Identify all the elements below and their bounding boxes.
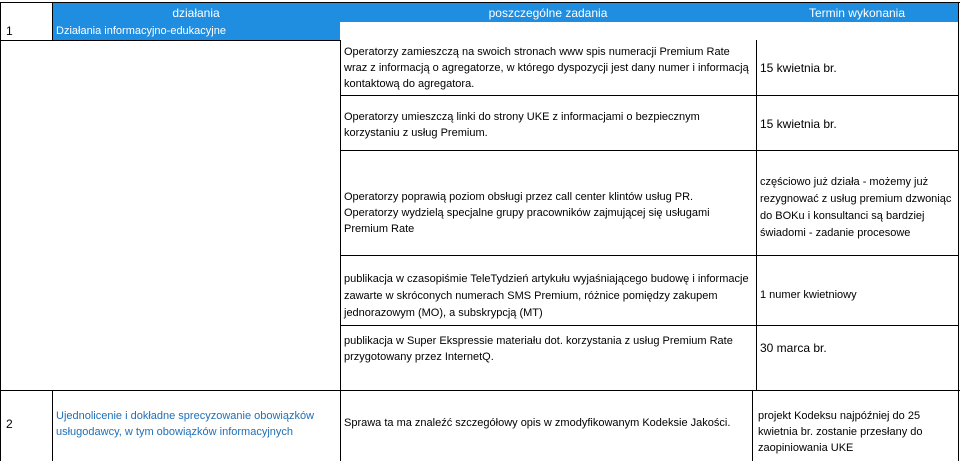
deadline-row-3: częściowo już działa - możemy już rezygnować z usług premium dzwoniąc do BOKu i konsultanci są bardziej świadomi - zadanie procesowe [760, 176, 952, 239]
section1-number: 1 [6, 24, 13, 38]
divider-section2-col3 [752, 390, 753, 461]
task-row-1: Operatorzy zamieszczą na swoich stronach www spis numeracji Premium Rate wraz z informacją o agregatorze, w którego dyspozycji jest dany numer i informacją kontaktową do agregatora. [344, 46, 749, 90]
task-row-5: publikacja w Super Ekspressie materiału dot. korzystania z usług Premium Rate przygotowany przez InternetQ. [344, 335, 733, 363]
section2-deadline: projekt Kodeksu najpóźniej do 25 kwietnia br. zostanie przesłany do zaopiniowania UKE [758, 410, 923, 454]
deadline-row-4: 1 numer kwietniowy [760, 289, 857, 301]
border-left [0, 2, 1, 461]
section1-title: Działania informacyjno-edukacyjne [56, 25, 226, 37]
divider-section2-col2 [340, 390, 341, 461]
deadline-row-2: 15 kwietnia br. [760, 117, 837, 131]
border-right [958, 2, 959, 461]
deadline-row-1: 15 kwietnia br. [760, 61, 837, 75]
divider-number-col [52, 2, 53, 40]
divider-row-1 [340, 95, 958, 96]
deadline-row-5: 30 marca br. [760, 341, 827, 355]
section2-number: 2 [6, 417, 13, 431]
divider-section2-top [0, 390, 960, 391]
divider-col2 [340, 40, 341, 390]
divider-row-2 [340, 150, 958, 151]
header-col-zadania: poszczególne zadania [488, 6, 608, 20]
divider-section1-bottom [0, 40, 340, 41]
section2-title: Ujednolicenie i dokładne sprecyzowanie obowiązków usługodawcy, w tym obowiązków informacyjnych [56, 410, 315, 438]
divider-section2-number [52, 390, 53, 461]
header-col-termin: Termin wykonania [808, 6, 906, 20]
border-top [0, 2, 960, 3]
divider-row-4 [340, 325, 958, 326]
section2-task: Sprawa ta ma znaleźć szczegółowy opis w zmodyfikowanym Kodeksie Jakości. [344, 417, 731, 429]
header-col-dzialania: działania [172, 6, 220, 20]
divider-row-3 [340, 255, 958, 256]
divider-col3 [756, 40, 757, 390]
task-row-2: Operatorzy umieszczą linki do strony UKE z informacjami o bezpiecznym korzystaniu z usług Premium. [344, 111, 700, 139]
task-row-4: publikacja w czasopiśmie TeleTydzień artykułu wyjaśniającego budowę i informacje zawarte w skróconych numerach SMS Premium, różnice pomiędzy zakupem jednorazowym (MO), a subskrypcją (MT) [344, 273, 749, 319]
task-row-3: Operatorzy poprawią poziom obsługi przez call center klintów usług PR. Operatorzy wydzielą specjalne grupy pracowników zajmującej się usługami Premium Rate [344, 191, 710, 235]
